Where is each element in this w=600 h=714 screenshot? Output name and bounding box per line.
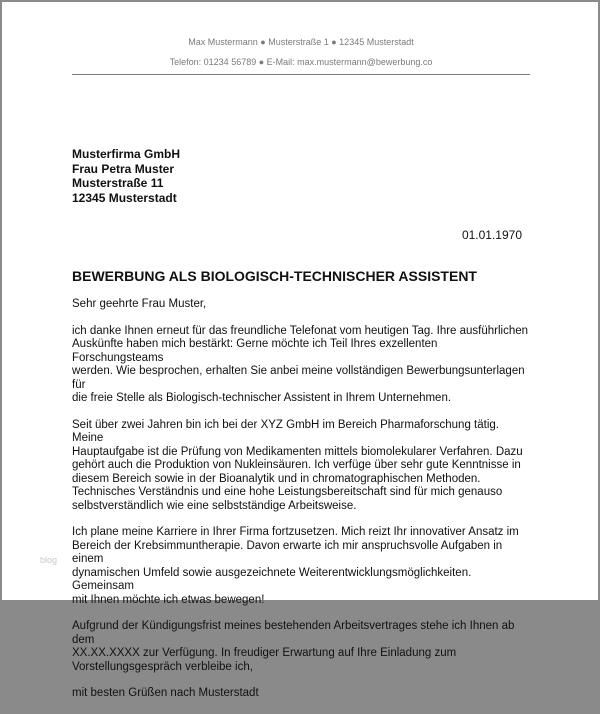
body-paragraph: Seit über zwei Jahren bin ich bei der XYZ GmbH im Bereich Pharmaforschung tätig. Meine Hauptaufgabe ist die Prüfung von Medikamenten mittels biomolekularer Verfahren. Dazu gehört auch die Produktion von Nukleinsäuren. Ich verfüge über sehr gute Kenntnisse in diesem Bereich sowie in der Bioanalytik und in chromatographischen Methoden. Technisches Verständnis und eine hohe Leistungsbereitschaft sind für mich genauso selbstverständlich wie eine selbstständige Arbeitsweise.: [72, 418, 523, 512]
header-divider: [72, 74, 530, 75]
body-paragraph: Aufgrund der Kündigungsfrist meines bestehenden Arbeitsvertrages stehe ich Ihnen ab dem XX.XX.XXXX zur Verfügung. In freudiger Erwartung auf Ihre Einladung zum Vorstellungsgespräch verbleibe ich,: [72, 620, 515, 673]
sender-address-line: Max Mustermann ● Musterstraße 1 ● 12345 Musterstadt: [188, 37, 414, 47]
letter-page: [2, 2, 598, 699]
watermark-text: blog: [40, 555, 58, 565]
letter-date: 01.01.1970: [461, 228, 522, 242]
body-paragraph: ich danke Ihnen erneut für das freundliche Telefonat vom heutigen Tag. Ihre ausführlichen Auskünfte haben mich bestärkt: Gerne möchte ich Teil Ihres exzellenten Forschungsteams werden. Wie besprochen, erhalten Sie anbei meine vollständigen Bewerbungsunterlagen für die freie Stelle als Biologisch-technischer Assistent in Ihrem Unternehmen.: [72, 324, 529, 404]
salutation: Sehr geehrte Frau Muster,: [72, 298, 207, 310]
recipient-company: Musterfirma GmbH: [72, 147, 181, 161]
recipient-city: 12345 Musterstadt: [72, 190, 177, 205]
recipient-street: Musterstraße 11: [72, 176, 164, 190]
letter-subject: BEWERBUNG ALS BIOLOGISCH-TECHNISCHER ASSISTENT: [72, 268, 477, 284]
recipient-address-block: [72, 147, 180, 205]
closing: mit besten Grüßen nach Musterstadt: [72, 687, 259, 699]
recipient-contact: Frau Petra Muster: [72, 161, 175, 176]
sender-contact-line: Telefon: 01234 56789 ● E-Mail: max.mustermann@bewerbung.co: [169, 57, 433, 67]
body-paragraph: Ich plane meine Karriere in Ihrer Firma fortzusetzen. Mich reizt Ihr innovativer Ansatz im Bereich der Krebsimmuntherapie. Davon erwarte ich mir anspruchsvolle Aufgaben in einem dynamischen Umfeld sowie ausgezeichnete Weiterentwicklungsmöglichkeiten. Gemeinsam mit Ihnen möchte ich etwas bewegen!: [72, 526, 519, 606]
letter-body: [72, 298, 532, 714]
